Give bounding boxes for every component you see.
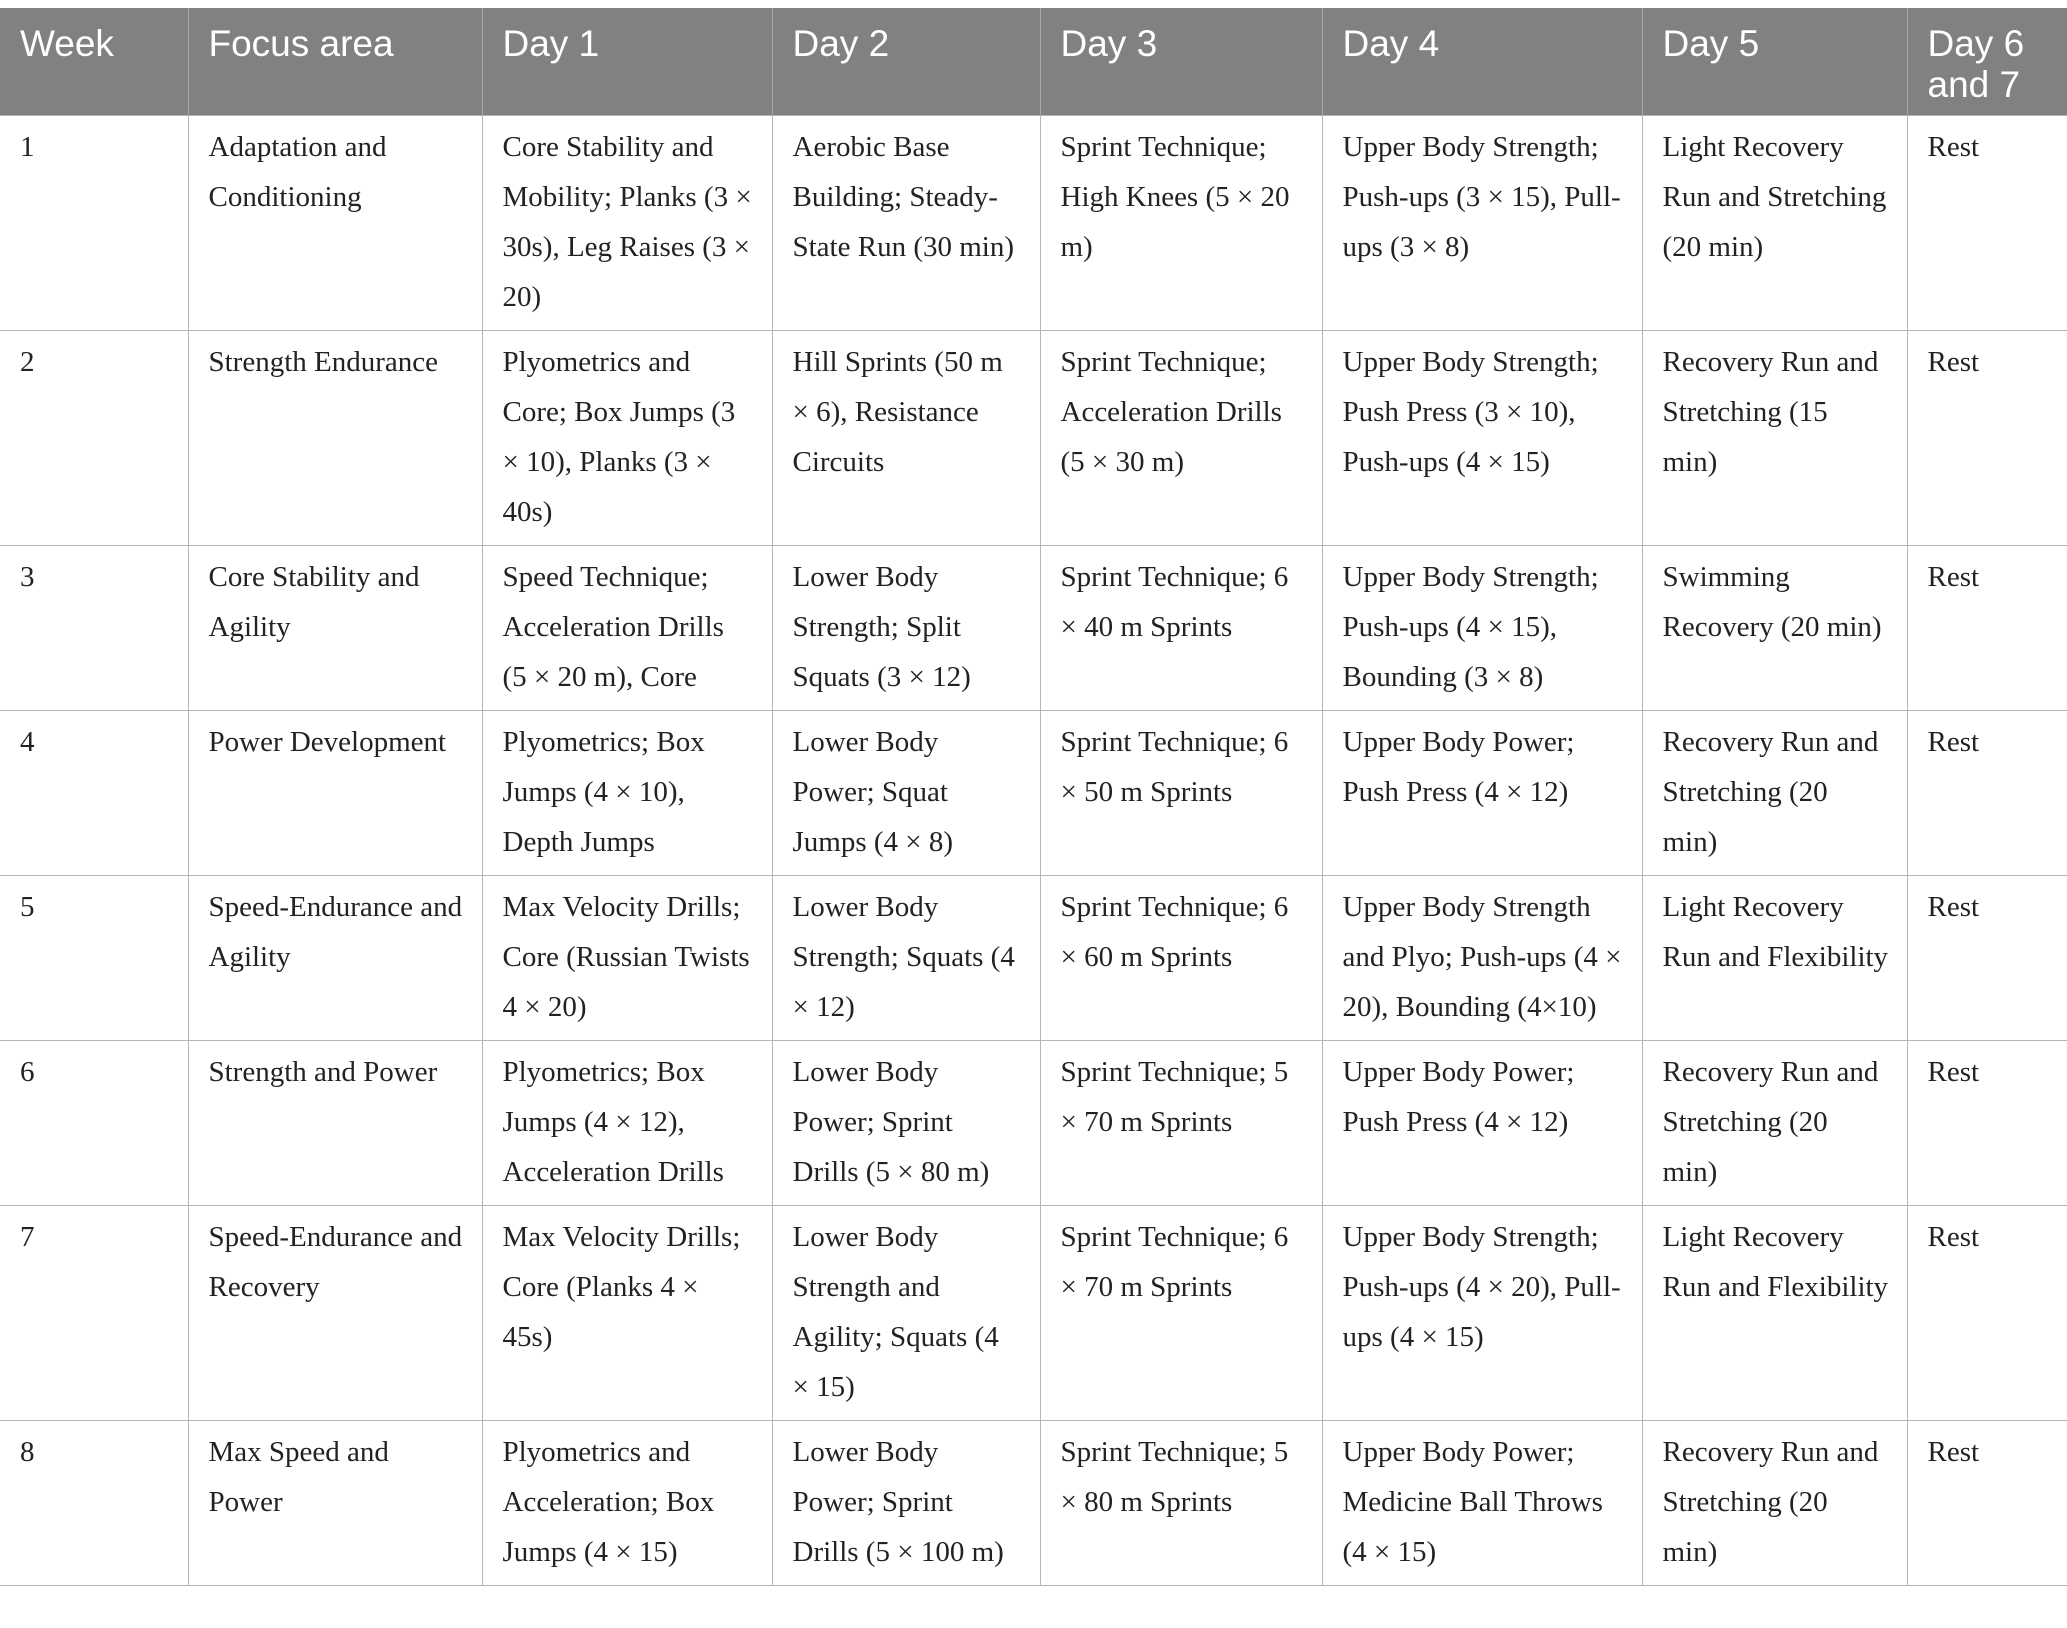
cell-day-2: Hill Sprints (50 m × 6), Resistance Circuits	[772, 331, 1040, 546]
cell-day-2: Lower Body Power; Squat Jumps (4 × 8)	[772, 711, 1040, 876]
table-body	[0, 116, 2067, 1586]
cell-day-4: Upper Body Strength and Plyo; Push-ups (4 × 20), Bounding (4×10)	[1322, 876, 1642, 1041]
table-row	[0, 1206, 2067, 1421]
header-day-4: Day 4	[1322, 8, 1642, 116]
cell-focus-area: Speed-Endurance and Recovery	[188, 1206, 482, 1421]
cell-day-3: Sprint Technique; 5 × 80 m Sprints	[1040, 1421, 1322, 1586]
training-schedule-table-wrapper	[0, 8, 2067, 1586]
cell-day-4: Upper Body Strength; Push-ups (4 × 20), Pull-ups (4 × 15)	[1322, 1206, 1642, 1421]
cell-day-3: Sprint Technique; 6 × 40 m Sprints	[1040, 546, 1322, 711]
cell-day-4: Upper Body Strength; Push Press (3 × 10), Push-ups (4 × 15)	[1322, 331, 1642, 546]
cell-week: 1	[0, 116, 188, 331]
cell-day-2: Lower Body Strength; Split Squats (3 × 12)	[772, 546, 1040, 711]
table-row	[0, 116, 2067, 331]
header-day-3: Day 3	[1040, 8, 1322, 116]
cell-week: 8	[0, 1421, 188, 1586]
cell-focus-area: Adaptation and Conditioning	[188, 116, 482, 331]
cell-day-4: Upper Body Power; Medicine Ball Throws (4 × 15)	[1322, 1421, 1642, 1586]
header-row	[0, 8, 2067, 116]
cell-day-6-7: Rest	[1907, 1206, 2067, 1421]
table-header	[0, 8, 2067, 116]
cell-day-1: Plyometrics; Box Jumps (4 × 10), Depth Jumps	[482, 711, 772, 876]
cell-day-4: Upper Body Power; Push Press (4 × 12)	[1322, 711, 1642, 876]
cell-day-2: Lower Body Strength; Squats (4 × 12)	[772, 876, 1040, 1041]
table-row	[0, 1421, 2067, 1586]
cell-focus-area: Strength and Power	[188, 1041, 482, 1206]
table-row	[0, 711, 2067, 876]
cell-day-3: Sprint Technique; 6 × 70 m Sprints	[1040, 1206, 1322, 1421]
cell-day-1: Core Stability and Mobility; Planks (3 × 30s), Leg Raises (3 × 20)	[482, 116, 772, 331]
cell-day-5: Recovery Run and Stretching (20 min)	[1642, 1421, 1907, 1586]
cell-focus-area: Power Development	[188, 711, 482, 876]
cell-day-2: Lower Body Power; Sprint Drills (5 × 100 m)	[772, 1421, 1040, 1586]
cell-week: 7	[0, 1206, 188, 1421]
cell-day-5: Light Recovery Run and Flexibility	[1642, 876, 1907, 1041]
cell-day-4: Upper Body Strength; Push-ups (4 × 15), Bounding (3 × 8)	[1322, 546, 1642, 711]
cell-day-6-7: Rest	[1907, 1421, 2067, 1586]
cell-day-6-7: Rest	[1907, 1041, 2067, 1206]
cell-focus-area: Core Stability and Agility	[188, 546, 482, 711]
table-row	[0, 546, 2067, 711]
cell-day-6-7: Rest	[1907, 876, 2067, 1041]
header-day-5: Day 5	[1642, 8, 1907, 116]
cell-week: 5	[0, 876, 188, 1041]
cell-day-3: Sprint Technique; Acceleration Drills (5 × 30 m)	[1040, 331, 1322, 546]
header-day-6-7: Day 6 and 7	[1907, 8, 2067, 116]
cell-day-1: Max Velocity Drills; Core (Planks 4 × 45s)	[482, 1206, 772, 1421]
table-row	[0, 876, 2067, 1041]
header-week: Week	[0, 8, 188, 116]
cell-day-2: Aerobic Base Building; Steady-State Run (30 min)	[772, 116, 1040, 331]
header-day-1: Day 1	[482, 8, 772, 116]
cell-day-1: Plyometrics and Acceleration; Box Jumps (4 × 15)	[482, 1421, 772, 1586]
header-focus-area: Focus area	[188, 8, 482, 116]
cell-day-2: Lower Body Power; Sprint Drills (5 × 80 m)	[772, 1041, 1040, 1206]
cell-day-6-7: Rest	[1907, 546, 2067, 711]
cell-focus-area: Strength Endurance	[188, 331, 482, 546]
cell-week: 3	[0, 546, 188, 711]
cell-day-5: Light Recovery Run and Stretching (20 min)	[1642, 116, 1907, 331]
cell-day-3: Sprint Technique; 5 × 70 m Sprints	[1040, 1041, 1322, 1206]
cell-focus-area: Speed-Endurance and Agility	[188, 876, 482, 1041]
cell-day-4: Upper Body Power; Push Press (4 × 12)	[1322, 1041, 1642, 1206]
cell-week: 2	[0, 331, 188, 546]
cell-day-4: Upper Body Strength; Push-ups (3 × 15), Pull-ups (3 × 8)	[1322, 116, 1642, 331]
cell-week: 4	[0, 711, 188, 876]
cell-day-5: Recovery Run and Stretching (20 min)	[1642, 711, 1907, 876]
cell-day-6-7: Rest	[1907, 116, 2067, 331]
cell-day-6-7: Rest	[1907, 711, 2067, 876]
cell-day-1: Speed Technique; Acceleration Drills (5 × 20 m), Core	[482, 546, 772, 711]
table-row	[0, 331, 2067, 546]
cell-day-1: Plyometrics and Core; Box Jumps (3 × 10), Planks (3 × 40s)	[482, 331, 772, 546]
cell-day-1: Plyometrics; Box Jumps (4 × 12), Acceleration Drills	[482, 1041, 772, 1206]
cell-day-5: Recovery Run and Stretching (15 min)	[1642, 331, 1907, 546]
cell-day-6-7: Rest	[1907, 331, 2067, 546]
cell-day-2: Lower Body Strength and Agility; Squats (4 × 15)	[772, 1206, 1040, 1421]
cell-day-3: Sprint Technique; 6 × 50 m Sprints	[1040, 711, 1322, 876]
cell-day-3: Sprint Technique; High Knees (5 × 20 m)	[1040, 116, 1322, 331]
cell-day-5: Recovery Run and Stretching (20 min)	[1642, 1041, 1907, 1206]
header-day-2: Day 2	[772, 8, 1040, 116]
cell-day-3: Sprint Technique; 6 × 60 m Sprints	[1040, 876, 1322, 1041]
cell-focus-area: Max Speed and Power	[188, 1421, 482, 1586]
cell-day-1: Max Velocity Drills; Core (Russian Twists 4 × 20)	[482, 876, 772, 1041]
cell-week: 6	[0, 1041, 188, 1206]
training-schedule-table	[0, 8, 2067, 1586]
cell-day-5: Light Recovery Run and Flexibility	[1642, 1206, 1907, 1421]
cell-day-5: Swimming Recovery (20 min)	[1642, 546, 1907, 711]
table-row	[0, 1041, 2067, 1206]
